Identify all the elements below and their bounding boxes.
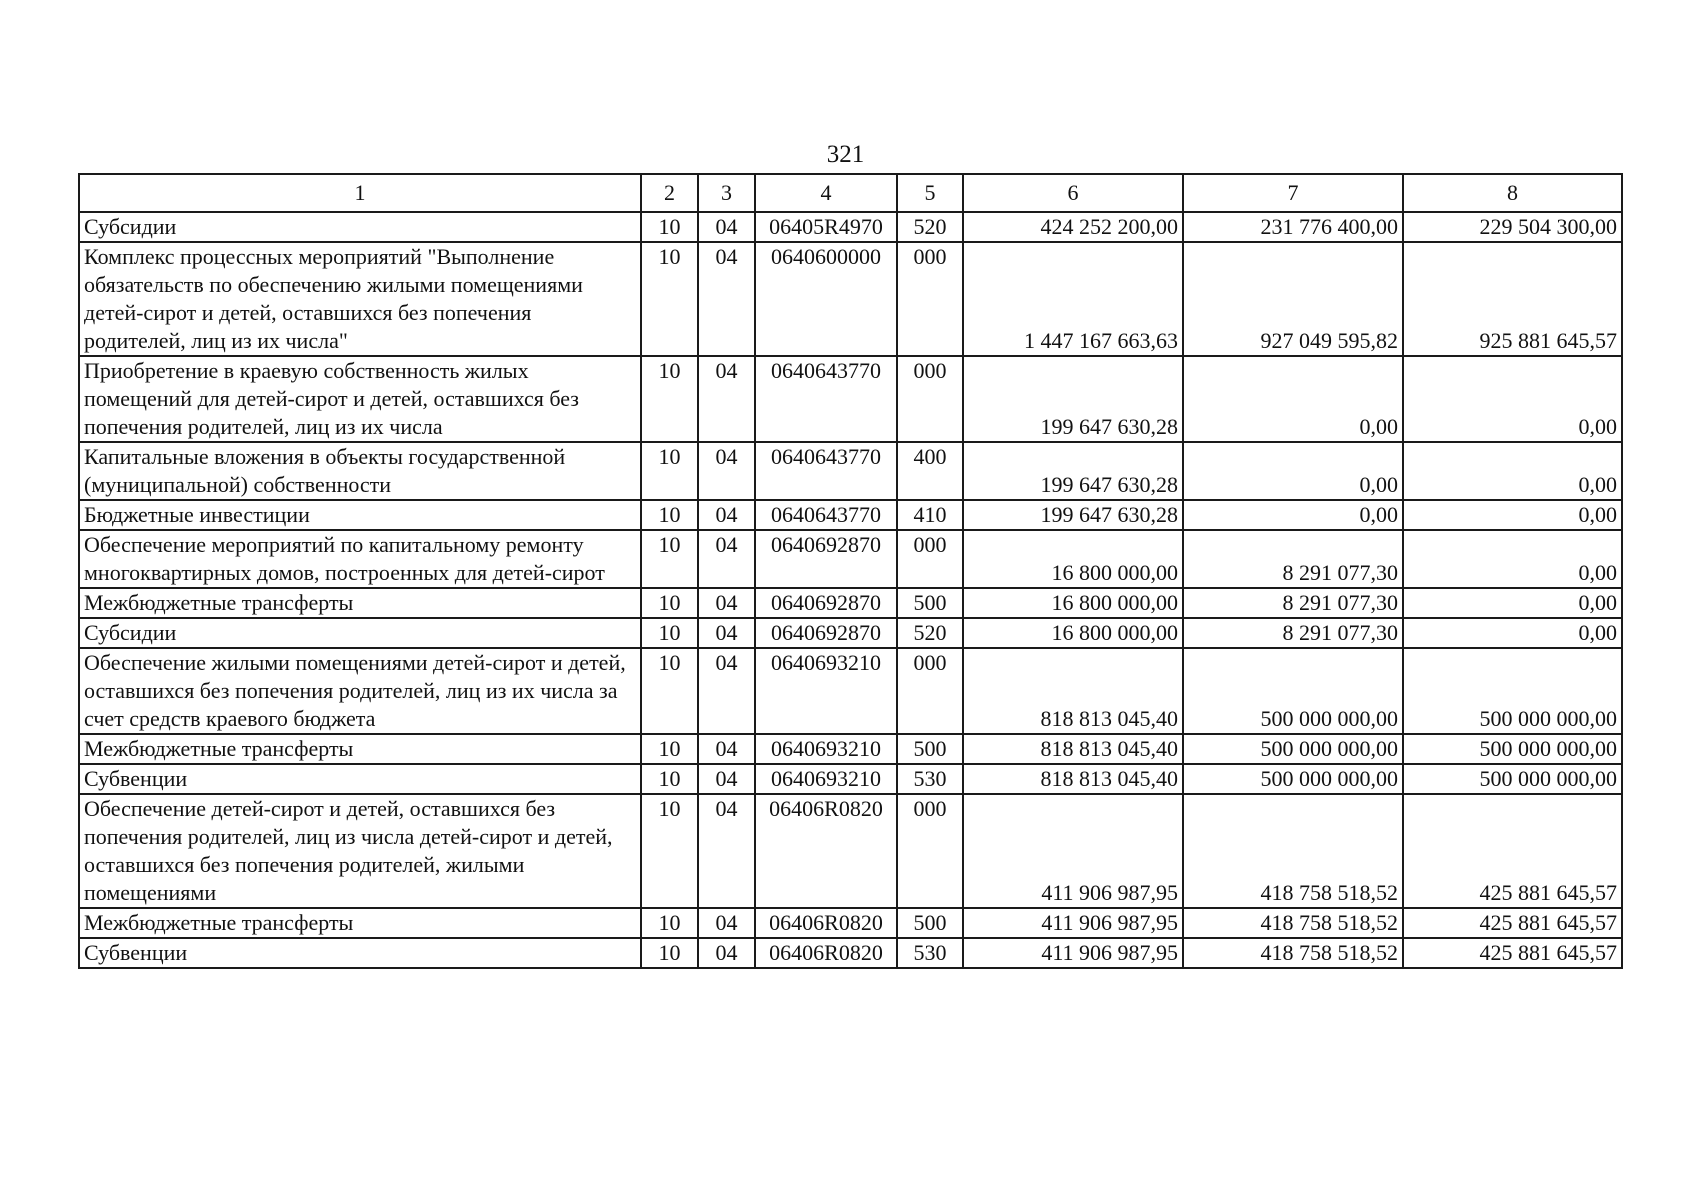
amount-col-6: 411 906 987,95	[963, 794, 1183, 908]
amount-col-7: 500 000 000,00	[1183, 764, 1403, 794]
section-code: 10	[641, 734, 698, 764]
target-article-code: 0640600000	[755, 242, 897, 356]
subsection-code: 04	[698, 500, 755, 530]
target-article-code: 0640692870	[755, 530, 897, 588]
row-name: Приобретение в краевую собственность жилых помещений для детей-сирот и детей, оставшихся без попечения родителей, лиц из их числа	[79, 356, 641, 442]
amount-col-7: 8 291 077,30	[1183, 530, 1403, 588]
amount-col-6: 16 800 000,00	[963, 618, 1183, 648]
amount-col-6: 199 647 630,28	[963, 442, 1183, 500]
subsection-code: 04	[698, 764, 755, 794]
budget-table	[78, 173, 1623, 969]
table-row	[79, 938, 1622, 968]
amount-col-6: 199 647 630,28	[963, 500, 1183, 530]
target-article-code: 0640693210	[755, 734, 897, 764]
section-code: 10	[641, 908, 698, 938]
subsection-code: 04	[698, 588, 755, 618]
amount-col-6: 199 647 630,28	[963, 356, 1183, 442]
subsection-code: 04	[698, 618, 755, 648]
section-code: 10	[641, 938, 698, 968]
expense-type-code: 400	[897, 442, 963, 500]
table-row	[79, 794, 1622, 908]
amount-col-6: 818 813 045,40	[963, 734, 1183, 764]
row-name: Межбюджетные трансферты	[79, 734, 641, 764]
column-header: 4	[755, 174, 897, 212]
amount-col-7: 0,00	[1183, 500, 1403, 530]
page-number: 321	[826, 141, 865, 168]
row-name: Субсидии	[79, 618, 641, 648]
column-header: 3	[698, 174, 755, 212]
amount-col-7: 418 758 518,52	[1183, 908, 1403, 938]
expense-type-code: 520	[897, 618, 963, 648]
amount-col-8: 500 000 000,00	[1403, 734, 1622, 764]
row-name: Субвенции	[79, 764, 641, 794]
amount-col-8: 425 881 645,57	[1403, 938, 1622, 968]
row-name: Бюджетные инвестиции	[79, 500, 641, 530]
table-row	[79, 588, 1622, 618]
table-row	[79, 442, 1622, 500]
amount-col-8: 0,00	[1403, 530, 1622, 588]
subsection-code: 04	[698, 734, 755, 764]
column-header: 5	[897, 174, 963, 212]
row-name: Межбюджетные трансферты	[79, 588, 641, 618]
section-code: 10	[641, 794, 698, 908]
subsection-code: 04	[698, 794, 755, 908]
target-article-code: 0640643770	[755, 442, 897, 500]
section-code: 10	[641, 618, 698, 648]
amount-col-6: 411 906 987,95	[963, 908, 1183, 938]
amount-col-7: 0,00	[1183, 356, 1403, 442]
amount-col-6: 411 906 987,95	[963, 938, 1183, 968]
expense-type-code: 000	[897, 530, 963, 588]
amount-col-8: 500 000 000,00	[1403, 648, 1622, 734]
target-article-code: 06405R4970	[755, 212, 897, 242]
subsection-code: 04	[698, 908, 755, 938]
target-article-code: 0640692870	[755, 618, 897, 648]
target-article-code: 0640693210	[755, 764, 897, 794]
subsection-code: 04	[698, 212, 755, 242]
amount-col-7: 231 776 400,00	[1183, 212, 1403, 242]
table-body	[79, 212, 1622, 968]
target-article-code: 0640692870	[755, 588, 897, 618]
table-row	[79, 356, 1622, 442]
section-code: 10	[641, 356, 698, 442]
table-row	[79, 500, 1622, 530]
row-name: Обеспечение детей-сирот и детей, оставшихся без попечения родителей, лиц из числа детей-сирот и детей, оставшихся без попечения родителей, жилыми помещениями	[79, 794, 641, 908]
amount-col-7: 0,00	[1183, 442, 1403, 500]
section-code: 10	[641, 588, 698, 618]
expense-type-code: 500	[897, 734, 963, 764]
amount-col-8: 425 881 645,57	[1403, 794, 1622, 908]
table-row	[79, 242, 1622, 356]
amount-col-8: 925 881 645,57	[1403, 242, 1622, 356]
subsection-code: 04	[698, 530, 755, 588]
subsection-code: 04	[698, 356, 755, 442]
amount-col-6: 1 447 167 663,63	[963, 242, 1183, 356]
subsection-code: 04	[698, 648, 755, 734]
table-row	[79, 618, 1622, 648]
amount-col-6: 16 800 000,00	[963, 588, 1183, 618]
section-code: 10	[641, 242, 698, 356]
table-row	[79, 734, 1622, 764]
amount-col-6: 818 813 045,40	[963, 648, 1183, 734]
expense-type-code: 530	[897, 938, 963, 968]
section-code: 10	[641, 648, 698, 734]
row-name: Межбюджетные трансферты	[79, 908, 641, 938]
table-row	[79, 212, 1622, 242]
amount-col-7: 500 000 000,00	[1183, 734, 1403, 764]
section-code: 10	[641, 530, 698, 588]
column-header: 8	[1403, 174, 1622, 212]
expense-type-code: 530	[897, 764, 963, 794]
target-article-code: 0640643770	[755, 356, 897, 442]
subsection-code: 04	[698, 242, 755, 356]
amount-col-6: 424 252 200,00	[963, 212, 1183, 242]
target-article-code: 06406R0820	[755, 938, 897, 968]
amount-col-7: 8 291 077,30	[1183, 588, 1403, 618]
section-code: 10	[641, 500, 698, 530]
expense-type-code: 000	[897, 794, 963, 908]
row-name: Обеспечение жилыми помещениями детей-сирот и детей, оставшихся без попечения родителей, лиц из их числа за счет средств краевого бюджета	[79, 648, 641, 734]
amount-col-7: 500 000 000,00	[1183, 648, 1403, 734]
amount-col-8: 500 000 000,00	[1403, 764, 1622, 794]
target-article-code: 06406R0820	[755, 794, 897, 908]
amount-col-7: 927 049 595,82	[1183, 242, 1403, 356]
target-article-code: 0640693210	[755, 648, 897, 734]
subsection-code: 04	[698, 442, 755, 500]
amount-col-8: 0,00	[1403, 588, 1622, 618]
table-row	[79, 648, 1622, 734]
subsection-code: 04	[698, 938, 755, 968]
expense-type-code: 500	[897, 588, 963, 618]
column-header: 1	[79, 174, 641, 212]
amount-col-6: 16 800 000,00	[963, 530, 1183, 588]
expense-type-code: 500	[897, 908, 963, 938]
row-name: Капитальные вложения в объекты государственной (муниципальной) собственности	[79, 442, 641, 500]
expense-type-code: 000	[897, 356, 963, 442]
row-name: Обеспечение мероприятий по капитальному ремонту многоквартирных домов, построенных для детей-сирот	[79, 530, 641, 588]
column-header: 7	[1183, 174, 1403, 212]
amount-col-8: 425 881 645,57	[1403, 908, 1622, 938]
section-code: 10	[641, 764, 698, 794]
amount-col-8: 229 504 300,00	[1403, 212, 1622, 242]
row-name: Субсидии	[79, 212, 641, 242]
amount-col-7: 418 758 518,52	[1183, 938, 1403, 968]
amount-col-8: 0,00	[1403, 500, 1622, 530]
expense-type-code: 000	[897, 242, 963, 356]
table-header-row	[79, 174, 1622, 212]
amount-col-6: 818 813 045,40	[963, 764, 1183, 794]
target-article-code: 0640643770	[755, 500, 897, 530]
amount-col-8: 0,00	[1403, 356, 1622, 442]
section-code: 10	[641, 212, 698, 242]
column-header: 2	[641, 174, 698, 212]
table-row	[79, 530, 1622, 588]
expense-type-code: 000	[897, 648, 963, 734]
target-article-code: 06406R0820	[755, 908, 897, 938]
table-row	[79, 764, 1622, 794]
table-row	[79, 908, 1622, 938]
expense-type-code: 410	[897, 500, 963, 530]
amount-col-7: 418 758 518,52	[1183, 794, 1403, 908]
section-code: 10	[641, 442, 698, 500]
expense-type-code: 520	[897, 212, 963, 242]
row-name: Комплекс процессных мероприятий "Выполнение обязательств по обеспечению жилыми помещениями детей-сирот и детей, оставшихся без попечения родителей, лиц из их числа"	[79, 242, 641, 356]
row-name: Субвенции	[79, 938, 641, 968]
column-header: 6	[963, 174, 1183, 212]
amount-col-8: 0,00	[1403, 442, 1622, 500]
amount-col-8: 0,00	[1403, 618, 1622, 648]
amount-col-7: 8 291 077,30	[1183, 618, 1403, 648]
